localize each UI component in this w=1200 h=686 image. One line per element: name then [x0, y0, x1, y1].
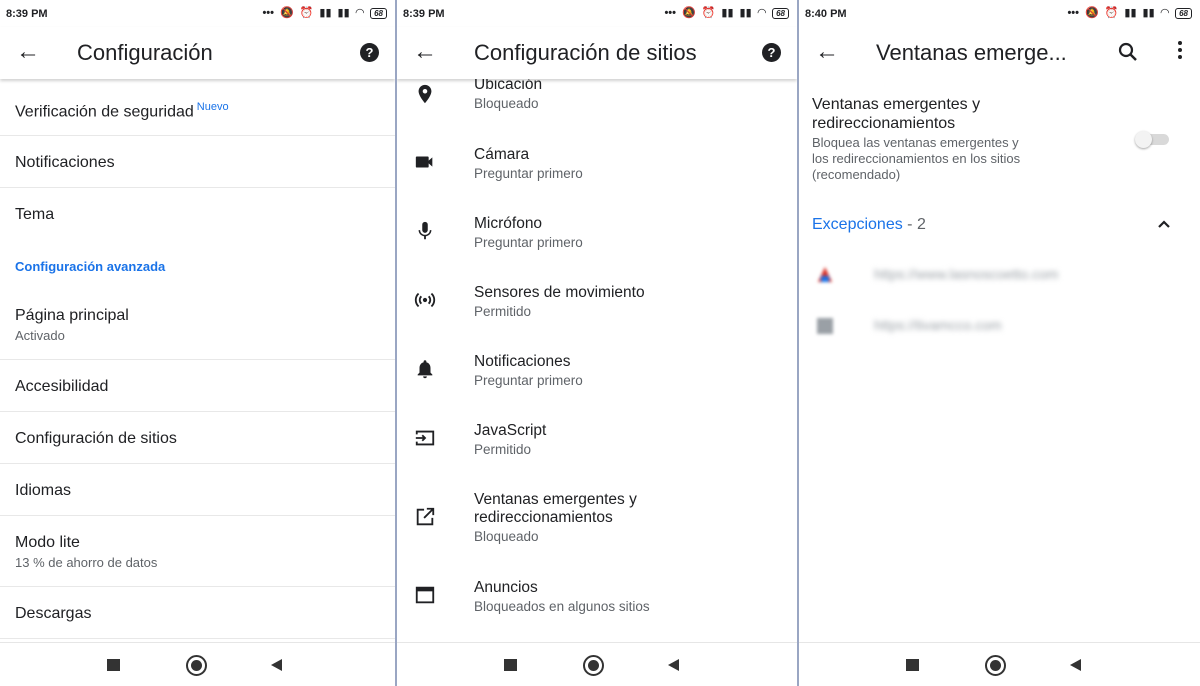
- exception-site-url: https://www.lasnoscoetto.com: [874, 266, 1059, 282]
- mute-icon: 🔕: [1085, 7, 1099, 19]
- list-item-label-line2: redireccionamientos: [474, 509, 613, 526]
- exceptions-label: Excepciones: [812, 216, 903, 233]
- settings-list: [0, 79, 395, 642]
- more-dots-icon: •••: [664, 7, 676, 19]
- list-item-languages[interactable]: [0, 464, 395, 516]
- signal-icon: ▮▮: [1124, 7, 1137, 19]
- open-in-new-icon: [414, 506, 436, 528]
- list-item-label: Tema: [15, 206, 55, 223]
- new-badge: Nuevo: [196, 101, 229, 113]
- list-item-lite-mode[interactable]: [0, 516, 395, 587]
- search-icon[interactable]: [1116, 40, 1140, 64]
- list-item-motion-sensors[interactable]: [397, 276, 797, 345]
- alarm-icon: ⏰: [299, 7, 314, 19]
- home-circle-icon[interactable]: [186, 655, 207, 676]
- popups-toggle[interactable]: [1135, 131, 1171, 147]
- status-time: 8:39 PM: [403, 8, 445, 20]
- wifi-icon: ◠: [757, 7, 767, 19]
- alarm-icon: ⏰: [701, 7, 716, 19]
- page-title: Ventanas emerge...: [876, 40, 1067, 65]
- list-item-label: Idiomas: [15, 482, 72, 499]
- list-item-label: Sensores de movimiento: [474, 284, 645, 301]
- camera-icon: [414, 151, 436, 173]
- alarm-icon: ⏰: [1104, 7, 1119, 19]
- back-triangle-icon[interactable]: [271, 659, 282, 671]
- mute-icon: 🔕: [280, 7, 294, 19]
- wifi-icon: ◠: [1160, 7, 1170, 19]
- status-icons: [664, 7, 789, 19]
- list-item-notifications[interactable]: [397, 345, 797, 414]
- battery-icon: 68: [772, 8, 789, 19]
- exception-site-row[interactable]: [799, 304, 1200, 348]
- list-item-subtitle: Preguntar primero: [474, 235, 583, 250]
- list-item-popups-redirects[interactable]: [397, 483, 797, 571]
- list-item-javascript[interactable]: [397, 414, 797, 483]
- popups-screen: [799, 0, 1200, 686]
- list-item-label: Cámara: [474, 146, 530, 163]
- status-time: 8:40 PM: [805, 8, 847, 20]
- setting-title-line2: redireccionamientos: [812, 115, 956, 132]
- app-bar: [397, 27, 797, 79]
- list-item-microphone[interactable]: [397, 207, 797, 276]
- list-item-label: JavaScript: [474, 422, 547, 439]
- signal-icon: ▮▮: [337, 7, 350, 19]
- site-favicon-icon: [816, 317, 834, 335]
- app-bar: [0, 27, 395, 79]
- list-item-label: Ventanas emergentes y: [474, 491, 637, 508]
- back-triangle-icon[interactable]: [1070, 659, 1081, 671]
- chevron-up-icon[interactable]: [1157, 217, 1171, 231]
- list-item-site-settings[interactable]: [0, 412, 395, 464]
- list-item-label: Notificaciones: [15, 154, 115, 171]
- list-item-subtitle: Permitido: [474, 304, 532, 319]
- setting-desc-line3: (recomendado): [812, 167, 901, 182]
- javascript-icon: [414, 427, 436, 449]
- list-item-downloads[interactable]: [0, 587, 395, 639]
- more-dots-icon: •••: [1067, 7, 1079, 19]
- status-bar: [397, 0, 797, 27]
- popups-settings: [799, 79, 1200, 642]
- list-item-security-check[interactable]: [0, 79, 395, 136]
- system-nav-bar: [0, 642, 395, 686]
- site-favicon-icon: [816, 266, 834, 284]
- list-item-label: Anuncios: [474, 579, 538, 596]
- setting-title: [812, 95, 1052, 133]
- page-title: Configuración de sitios: [474, 40, 697, 65]
- more-vert-icon[interactable]: [1176, 41, 1184, 63]
- arrow-back-icon[interactable]: ←: [16, 38, 40, 65]
- bell-icon: [414, 358, 436, 380]
- list-item-subtitle: Preguntar primero: [474, 373, 583, 388]
- setting-desc-line2: los redireccionamientos en los sitios: [812, 151, 1021, 166]
- help-icon[interactable]: ?: [762, 43, 781, 62]
- list-item-label: Modo lite: [15, 534, 80, 551]
- list-item-label: Micrófono: [474, 215, 543, 232]
- list-item-label: Ubicación: [474, 79, 543, 93]
- list-item-subtitle: Bloqueado: [474, 529, 539, 544]
- signal-icon: ▮▮: [319, 7, 332, 19]
- signal-icon: ▮▮: [1142, 7, 1155, 19]
- back-triangle-icon[interactable]: [668, 659, 679, 671]
- setting-title-line1: Ventanas emergentes y: [812, 96, 981, 113]
- system-nav-bar: [397, 642, 797, 686]
- help-icon[interactable]: ?: [360, 43, 379, 62]
- settings-screen: [0, 0, 395, 686]
- list-item-label: Notificaciones: [474, 353, 571, 370]
- list-item-subtitle: 13 % de ahorro de datos: [15, 555, 158, 570]
- list-item-label: Configuración de sitios: [15, 430, 177, 447]
- exception-site-row[interactable]: [799, 253, 1200, 297]
- list-item-subtitle: Preguntar primero: [474, 166, 583, 181]
- list-item-notifications[interactable]: [0, 136, 395, 188]
- list-item-theme[interactable]: [0, 188, 395, 243]
- list-item-label: Descargas: [15, 605, 92, 622]
- status-bar: [799, 0, 1200, 27]
- motion-sensors-icon: [414, 289, 436, 311]
- list-item-subtitle: Bloqueados en algunos sitios: [474, 599, 650, 614]
- list-item-camera[interactable]: [397, 138, 797, 207]
- signal-icon: ▮▮: [739, 7, 752, 19]
- list-item-subtitle: Bloqueado: [474, 96, 539, 111]
- setting-description: [812, 135, 1082, 183]
- list-item-home-page[interactable]: [0, 289, 395, 360]
- system-nav-bar: [799, 642, 1200, 686]
- list-item-ads[interactable]: [397, 571, 797, 640]
- status-icons: [1067, 7, 1192, 19]
- list-item-subtitle: Activado: [15, 328, 65, 343]
- signal-icon: ▮▮: [721, 7, 734, 19]
- exceptions-count: - 2: [907, 216, 926, 233]
- status-bar: [0, 0, 395, 27]
- site-settings-list: [397, 79, 797, 642]
- list-item-accessibility[interactable]: [0, 360, 395, 412]
- status-icons: [262, 7, 387, 19]
- microphone-icon: [414, 220, 436, 242]
- arrow-back-icon[interactable]: ←: [815, 38, 839, 65]
- list-item-subtitle: Permitido: [474, 442, 532, 457]
- section-header-advanced: Configuración avanzada: [15, 259, 166, 274]
- page-title: Configuración: [77, 40, 213, 65]
- battery-icon: 68: [1175, 8, 1192, 19]
- status-time: 8:39 PM: [6, 8, 48, 20]
- battery-icon: 68: [370, 8, 387, 19]
- more-dots-icon: •••: [262, 7, 274, 19]
- recents-square-icon[interactable]: [107, 659, 120, 671]
- exception-site-url: https://tivamcco.com: [874, 317, 1002, 333]
- recents-square-icon[interactable]: [906, 659, 919, 671]
- arrow-back-icon[interactable]: ←: [413, 38, 437, 65]
- recents-square-icon[interactable]: [504, 659, 517, 671]
- home-circle-icon[interactable]: [583, 655, 604, 676]
- mute-icon: 🔕: [682, 7, 696, 19]
- list-item-label: Accesibilidad: [15, 378, 109, 395]
- home-circle-icon[interactable]: [985, 655, 1006, 676]
- list-item-label: Verificación de seguridad: [15, 103, 194, 121]
- wifi-icon: ◠: [355, 7, 365, 19]
- site-settings-screen: [397, 0, 797, 686]
- list-item-location[interactable]: [397, 79, 797, 138]
- ads-window-icon: [414, 584, 436, 606]
- toggle-knob: [1135, 131, 1152, 148]
- location-pin-icon: [414, 83, 436, 105]
- setting-desc-line1: Bloquea las ventanas emergentes y: [812, 135, 1019, 150]
- exceptions-header[interactable]: [812, 216, 926, 234]
- app-bar: [799, 27, 1200, 79]
- list-item-label: Página principal: [15, 307, 129, 324]
